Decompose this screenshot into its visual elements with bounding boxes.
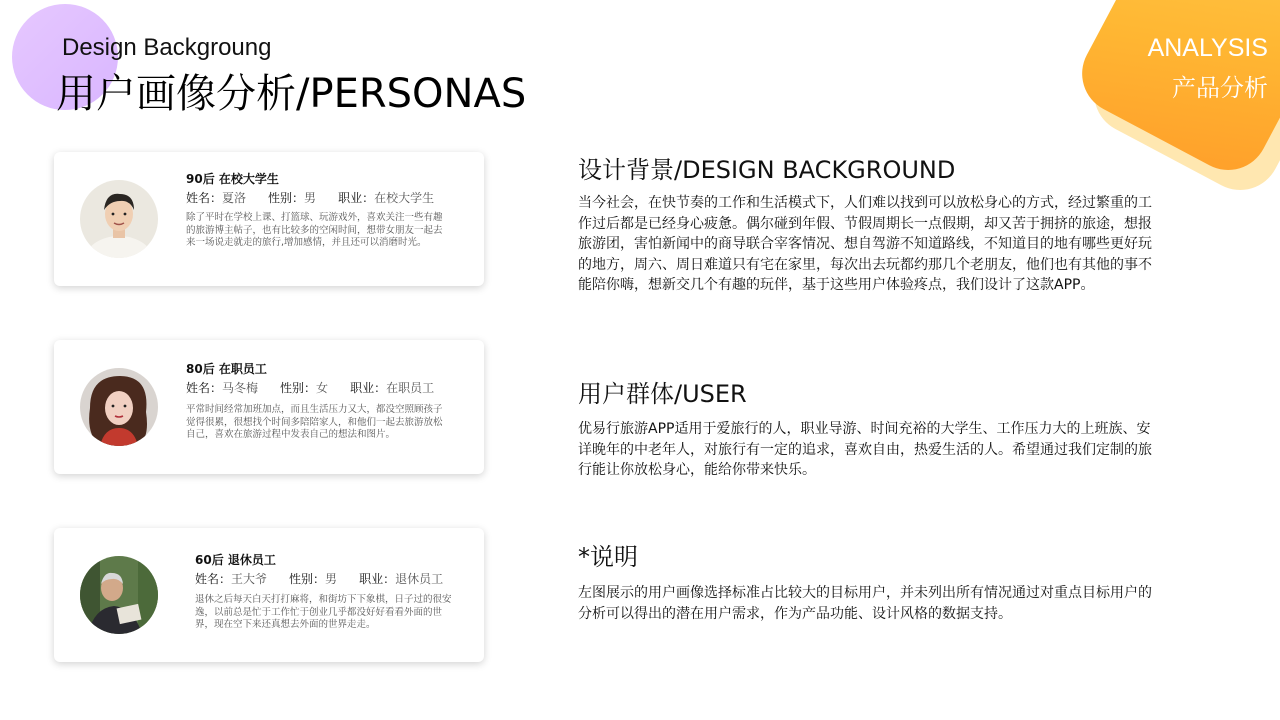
persona-name: 马冬梅 <box>222 381 259 395</box>
persona-gender: 男 <box>304 191 317 205</box>
avatar-student <box>80 180 158 258</box>
persona-heading: 60后 退休员工 <box>195 553 276 567</box>
analysis-badge <box>1090 0 1280 190</box>
avatar-employee <box>80 368 158 446</box>
gender-label: 性别： <box>289 572 326 586</box>
persona-job: 退休员工 <box>395 572 444 586</box>
gender-label: 性别： <box>280 381 317 395</box>
job-label: 职业： <box>359 572 396 586</box>
persona-card-student <box>54 152 484 286</box>
persona-meta <box>195 570 465 587</box>
persona-description: 除了平时在学校上课、打篮球、玩游戏外，喜欢关注一些有趣的旅游博主帖子，也有比较多的空闲时间，想带女朋友一起去来一场说走就走的旅行,增加感情，并且还可以消磨时光。 <box>186 212 443 248</box>
persona-meta <box>186 379 456 396</box>
section-body-user: 优易行旅游APP适用于爱旅行的人，职业导游、时间充裕的大学生、工作压力大的上班族、安详晚年的中老年人，对旅行有一定的追求，喜欢自由，热爱生活的人。希望通过我们定制的旅行能让你放松身心，能给你带来快乐。 <box>578 421 1152 478</box>
badge-label-en: ANALYSIS <box>1147 34 1268 62</box>
persona-gender: 男 <box>325 572 338 586</box>
page-subtitle: Design Backgroung <box>62 34 272 61</box>
persona-meta <box>186 189 456 206</box>
badge-label-cn: 产品分析 <box>1172 74 1268 102</box>
job-label: 职业： <box>338 191 375 205</box>
name-label: 姓名： <box>195 572 232 586</box>
persona-job: 在职员工 <box>386 381 435 395</box>
persona-card-employee <box>54 340 484 474</box>
page-title: 用户画像分析/PERSONAS <box>56 71 527 117</box>
persona-card-retiree <box>54 528 484 662</box>
persona-heading: 80后 在职员工 <box>186 362 267 376</box>
persona-description: 平常时间经常加班加点，而且生活压力又大，都没空照顾孩子觉得很累，很想找个时间多陪陪家人，和他们一起去旅游放松自己，喜欢在旅游过程中发表自己的想法和图片。 <box>186 404 443 440</box>
section-title-design-background: 设计背景/DESIGN BACKGROUND <box>578 156 956 184</box>
persona-description: 退休之后每天白天打打麻将，和街坊下下象棋，日子过的很安逸，以前总是忙于工作忙于创业几乎都没好好看看外面的世界，现在空下来还真想去外面的世界走走。 <box>195 594 452 630</box>
section-body-design-background: 当今社会，在快节奏的工作和生活模式下，人们难以找到可以放松身心的方式，经过繁重的工作过后都是已经身心疲惫。偶尔碰到年假、节假周期长一点假期，却又苦于拥挤的旅途，想报旅游团，害怕新闻中的商导联合宰客情况、想自驾游不知道路线，不知道目的地有哪些更好玩的地方，周六、周日难道只有宅在家里，每次出去玩都约那几个老朋友，他们也有其他的事不能陪你嗨，想新交几个有趣的玩伴，基于这些用户体验疼点，我们设计了这款APP。 <box>578 195 1152 293</box>
gender-label: 性别： <box>268 191 305 205</box>
name-label: 姓名： <box>186 381 223 395</box>
persona-name: 王大爷 <box>231 572 268 586</box>
job-label: 职业： <box>350 381 387 395</box>
persona-heading: 90后 在校大学生 <box>186 172 279 186</box>
section-body-note: 左图展示的用户画像选择标准占比较大的目标用户，并未列出所有情况通过对重点目标用户的分析可以得出的潜在用户需求，作为产品功能、设计风格的数据支持。 <box>578 585 1152 622</box>
section-title-user: 用户群体/USER <box>578 380 747 408</box>
avatar-retiree <box>80 556 158 634</box>
persona-name: 夏洛 <box>222 191 247 205</box>
persona-gender: 女 <box>316 381 329 395</box>
persona-job: 在校大学生 <box>374 191 435 205</box>
section-title-note: *说明 <box>578 543 638 571</box>
name-label: 姓名： <box>186 191 223 205</box>
